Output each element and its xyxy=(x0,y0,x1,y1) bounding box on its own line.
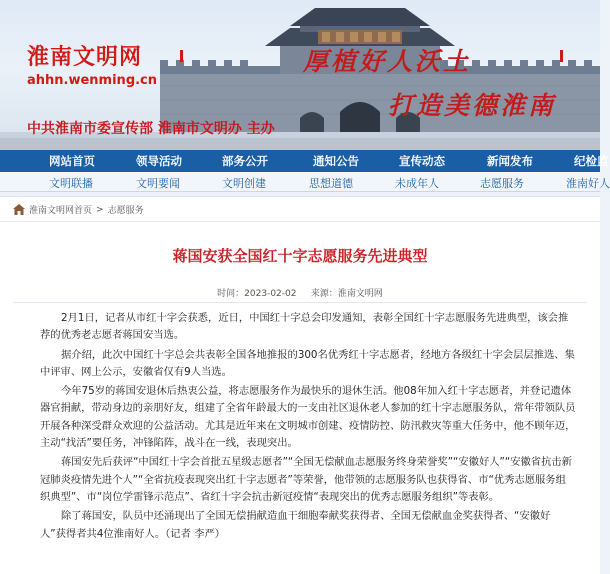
site-logo-name[interactable]: 淮南文明网 xyxy=(27,45,143,70)
nav-item-leader-activities[interactable]: 领导活动 xyxy=(136,154,182,168)
article-source: 来源：淮南文明网 xyxy=(310,289,383,299)
nav-item-press[interactable]: 新闻发布 xyxy=(487,154,533,168)
subnav-item-morality[interactable]: 思想道德 xyxy=(309,177,353,190)
site-domain: ahhn.wenming.cn xyxy=(27,73,158,88)
nav-item-discipline[interactable]: 纪检监 xyxy=(574,154,609,168)
article-meta xyxy=(0,286,600,299)
article-date: 时间：2023-02-02 xyxy=(217,289,297,299)
subnav-item-minors[interactable]: 未成年人 xyxy=(395,177,439,190)
article-paragraph: 据介绍，此次中国红十字总会共表彰全国各地推报的300名优秀红十字志愿者，经地方各级红十字会层层推选、集中评审、网上公示，安徽省仅有9人当选。 xyxy=(40,348,575,378)
nav-item-publicity[interactable]: 宣传动态 xyxy=(399,154,445,168)
breadcrumb-home-link[interactable]: 淮南文明网首页 xyxy=(29,206,93,216)
subnav-item-broadcast[interactable]: 文明联播 xyxy=(49,177,93,190)
subnav-item-good-people[interactable]: 淮南好人 xyxy=(566,177,610,190)
article-paragraph: 除了蒋国安，队员中还涌现出了全国无偿捐献造血干细胞奉献奖获得者、全国无偿献血金奖获得者、“安徽好人”获得者共4位淮南好人。（记者 李严） xyxy=(40,510,551,540)
sub-nav xyxy=(0,172,610,192)
divider xyxy=(0,221,600,222)
home-icon xyxy=(13,204,25,215)
host-organizer: 中共淮南市委宣传部 淮南市文明办 主办 xyxy=(27,121,275,137)
subnav-item-volunteer[interactable]: 志愿服务 xyxy=(480,177,524,190)
breadcrumb xyxy=(13,203,144,216)
article-paragraph: 蒋国安先后获评“中国红十字会首批五星级志愿者”“全国无偿献血志愿服务终身荣誉奖”“安徽好人”“安徽省抗击新冠肺炎疫情先进个人”“全省抗疫表现突出红十字志愿者”等荣誉，他带领的志愿服务队也获得省、市“优秀志愿服务组织典型”、市“岗位学雷锋示范点”、省红十字会抗击新冠疫情“表现突出的优秀志愿服务组织”等表彰。 xyxy=(40,456,572,503)
nav-item-dept-affairs[interactable]: 部务公开 xyxy=(222,154,268,168)
article-paragraph: 今年75岁的蒋国安退休后热衷公益，将志愿服务作为最快乐的退休生活。他08年加入红十字志愿者，并登记遗体器官捐献，带动身边的亲朋好友，组建了全省年龄最大的一支由社区退休老人参加的红十字志愿服务队，常年带领队员开展各种深受群众欢迎的公益活动。尤其是近年来在文明城市创建、疫情防控、防汛救灾等重大任务中，他不顾年迈，主动“找活”要任务，冲锋陷阵，战斗在一线，表现突出。 xyxy=(40,385,576,450)
nav-item-home[interactable]: 网站首页 xyxy=(49,154,95,168)
article-paragraph: 2月1日，记者从市红十字会获悉，近日，中国红十字总会印发通知，表彰全国红十字志愿服务先进典型，该会推荐的优秀老志愿者蒋国安当选。 xyxy=(40,312,569,342)
article-card xyxy=(0,196,600,574)
breadcrumb-separator: > xyxy=(96,204,104,215)
main-nav xyxy=(0,150,609,172)
subnav-item-news[interactable]: 文明要闻 xyxy=(136,177,180,190)
nav-item-notices[interactable]: 通知公告 xyxy=(313,154,359,168)
divider xyxy=(14,302,586,303)
article-body xyxy=(40,310,576,545)
article-title: 蒋国安获全国红十字志愿服务先进典型 xyxy=(172,247,428,265)
slogan-line-1: 厚植好人沃土 xyxy=(303,47,472,76)
subnav-item-creation[interactable]: 文明创建 xyxy=(222,177,266,190)
header-banner xyxy=(0,0,600,150)
slogan-line-2: 打造美德淮南 xyxy=(388,91,557,120)
breadcrumb-section-link[interactable]: 志愿服务 xyxy=(107,206,144,216)
